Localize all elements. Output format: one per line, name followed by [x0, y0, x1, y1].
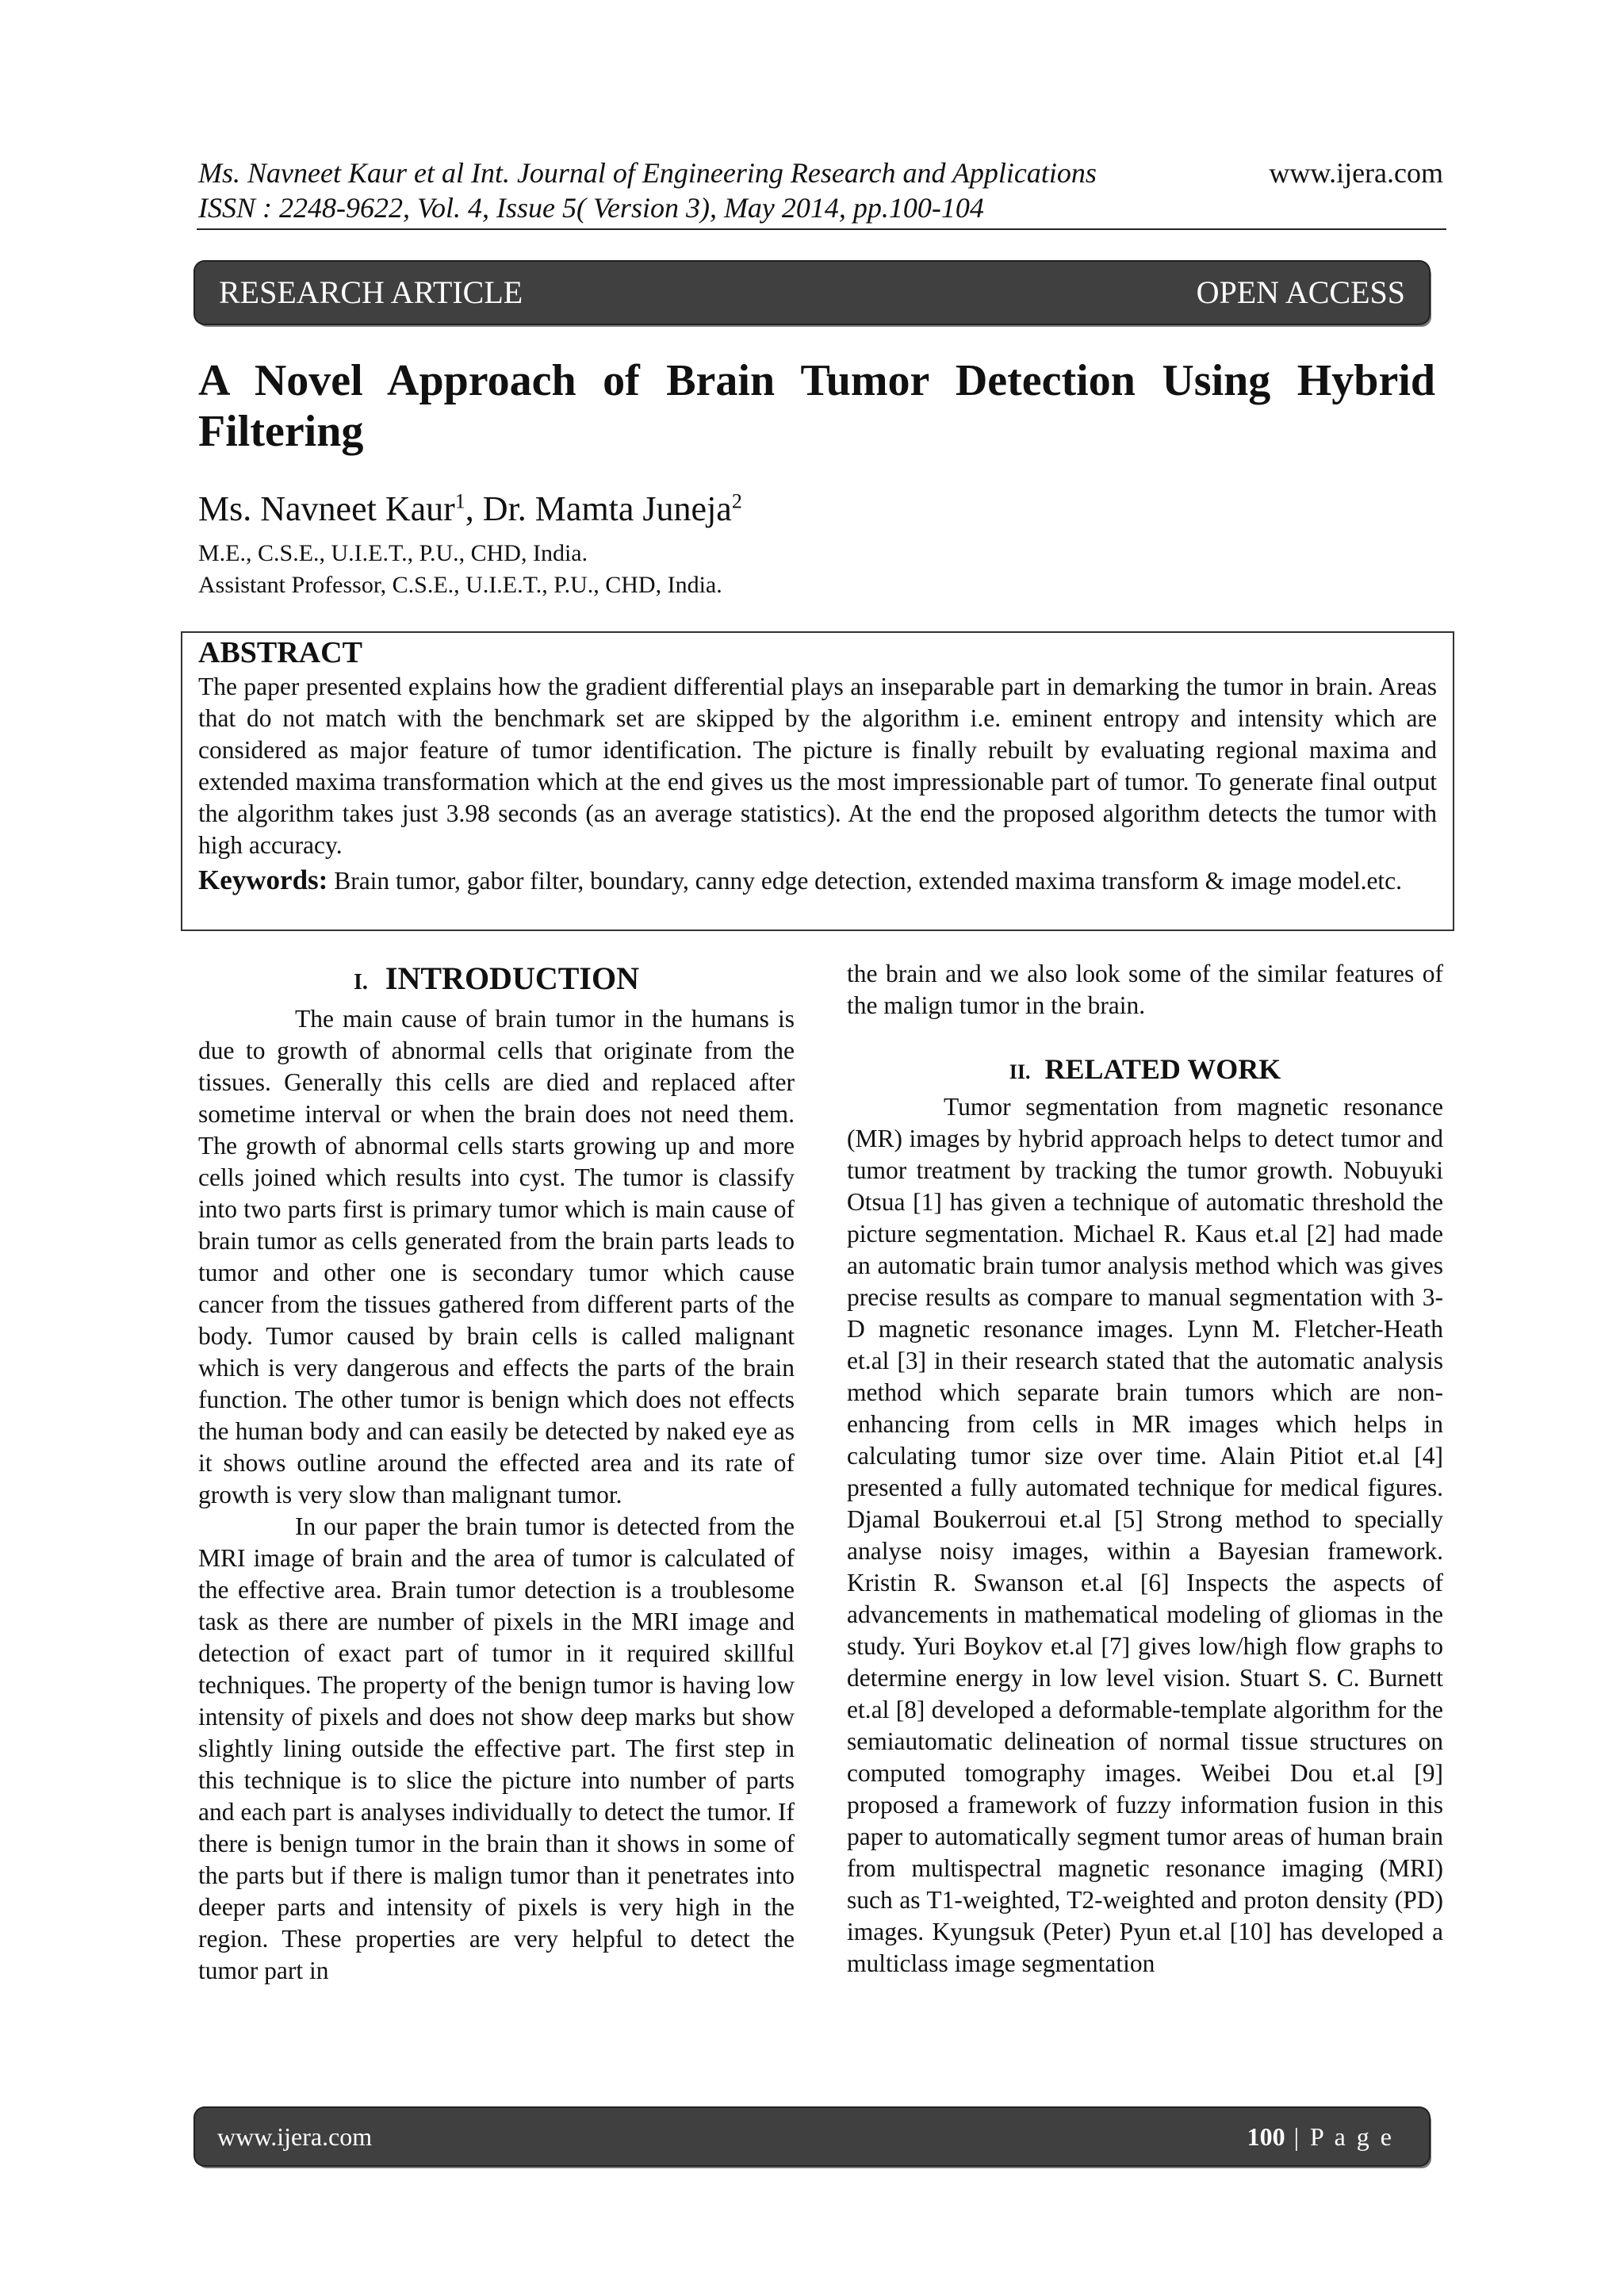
affiliation-2: Assistant Professor, C.S.E., U.I.E.T., P.U., CHD, India. — [198, 572, 722, 598]
keywords-label: Keywords: — [198, 864, 328, 895]
page-number — [1247, 2108, 1394, 2165]
abstract-heading: ABSTRACT — [198, 636, 362, 669]
footer-site-link[interactable]: www.ijera.com — [217, 2122, 373, 2151]
section-1-title: INTRODUCTION — [385, 960, 639, 996]
author-1-affiliation-mark: 1 — [454, 489, 465, 513]
research-article-label: RESEARCH ARTICLE — [219, 274, 523, 310]
section-1-number: I. — [354, 970, 368, 995]
affiliation-1: M.E., C.S.E., U.I.E.T., P.U., CHD, India. — [198, 540, 588, 566]
page-number-value: 100 — [1247, 2122, 1285, 2151]
left-column — [198, 958, 795, 1987]
author-2-name: Dr. Mamta Juneja — [482, 489, 732, 528]
author-1-name: Ms. Navneet Kaur — [198, 489, 455, 528]
page-footer — [195, 2108, 1429, 2165]
abstract-text: The paper presented explains how the gradient differential plays an inseparable part in demarking the tumor in brain. Areas that do not match with the benchmark set are skipped by the algorithm i.e. eminent entropy and intensity which are considered as major feature of tumor identification. The picture is finally rebuilt by evaluating regional maxima and extended maxima transformation which at the end gives us the most impressionable part of tumor. To generate final output the algorithm takes just 3.98 seconds (as an average statistics). At the end the proposed algorithm detects the tumor with high accuracy. — [198, 673, 1437, 859]
running-header — [198, 155, 1443, 225]
header-rule — [197, 228, 1446, 230]
paper-title: A Novel Approach of Brain Tumor Detection Using Hybrid Filtering — [198, 356, 1435, 456]
abstract-box — [181, 631, 1454, 931]
author-separator: , — [465, 489, 483, 528]
intro-paragraph-2-continued: the brain and we also look some of the similar features of the malign tumor in the brain. — [847, 960, 1443, 1019]
article-type-banner — [195, 262, 1429, 324]
introduction-heading — [198, 958, 795, 1003]
page-label: | P a g e — [1285, 2122, 1394, 2151]
author-line — [198, 489, 742, 530]
header-site-link[interactable]: www.ijera.com — [1269, 157, 1443, 189]
related-work-heading — [847, 1052, 1443, 1090]
author-2-affiliation-mark: 2 — [731, 489, 742, 513]
right-column — [847, 958, 1443, 1980]
related-work-paragraph: Tumor segmentation from magnetic resonance (MR) images by hybrid approach helps to detect tumor and tumor treatment by tracking the tumor growth. Nobuyuki Otsua [1] has given a technique of automatic threshold the picture segmentation. Michael R. Kaus et.al [2] had made an automatic brain tumor analysis method which was gives precise results as compare to manual segmentation with 3-D magnetic resonance images. Lynn M. Fletcher-Heath et.al [3] in their research stated that the automatic analysis method which separate brain tumors which are non-enhancing from cells in MR images which helps in calculating tumor size over time. Alain Pitiot et.al [4] presented a fully automated technique for medical figures. Djamal Boukerroui et.al [5] Strong method to specially analyse noisy images, within a Bayesian framework. Kristin R. Swanson et.al [6] Inspects the aspects of advancements in mathematical modeling of gliomas in the study. Yuri Boykov et.al [7] gives low/high flow graphs to determine energy in low level vision. Stuart S. C. Burnett et.al [8] developed a deformable-template algorithm for the semiautomatic delineation of normal tissue structures on computed tomography images. Weibei Dou et.al [9] proposed a framework of fuzzy information fusion in this paper to automatically segment tumor areas of human brain from multispectral magnetic resonance imaging (MRI) such as T1-weighted, T2-weighted and proton density (PD) images. Kyungsuk (Peter) Pyun et.al [10] has developed a multiclass image segmentation — [847, 1093, 1443, 1977]
affiliations — [198, 538, 722, 601]
section-2-title: RELATED WORK — [1044, 1053, 1281, 1085]
section-2-number: II. — [1009, 1060, 1031, 1083]
keywords — [198, 864, 1437, 897]
journal-citation-line: Ms. Navneet Kaur et al Int. Journal of Engineering Research and Applications — [198, 157, 1097, 189]
keywords-list: Brain tumor, gabor filter, boundary, canny edge detection, extended maxima transform & image model.etc. — [334, 867, 1403, 895]
intro-paragraph-2: In our paper the brain tumor is detected from the MRI image of brain and the area of tumor is calculated of the effective area. Brain tumor detection is a troublesome task as there are number of pixels in the MRI image and detection of exact part of tumor in it required skillful techniques. The property of the benign tumor is having low intensity of pixels and does not show deep marks but show slightly lining outside the effective part. The first step in this technique is to slice the picture into number of parts and each part is analyses individually to detect the tumor. If there is benign tumor in the brain than it shows in some of the parts but if there is malign tumor than it penetrates into deeper parts and intensity of pixels is very high in the region. These properties are very helpful to detect the tumor part in — [198, 1512, 795, 1984]
issn-line: ISSN : 2248-9622, Vol. 4, Issue 5( Version 3), May 2014, pp.100-104 — [198, 192, 984, 224]
intro-paragraph-1: The main cause of brain tumor in the humans is due to growth of abnormal cells that originate from the tissues. Generally this cells are died and replaced after sometime interval or when the brain does not need them. The growth of abnormal cells starts growing up and more cells joined which results into cyst. The tumor is classify into two parts first is primary tumor which is main cause of brain tumor as cells generated from the brain parts leads to tumor and other one is secondary tumor which cause cancer from the tissues gathered from different parts of the body. Tumor caused by brain cells is called malignant which is very dangerous and effects the parts of the brain function. The other tumor is benign which does not effects the human body and can easily be detected by naked eye as it shows outline around the effected area and its rate of growth is very slow than malignant tumor. — [198, 1005, 795, 1508]
open-access-label: OPEN ACCESS — [1196, 274, 1405, 310]
